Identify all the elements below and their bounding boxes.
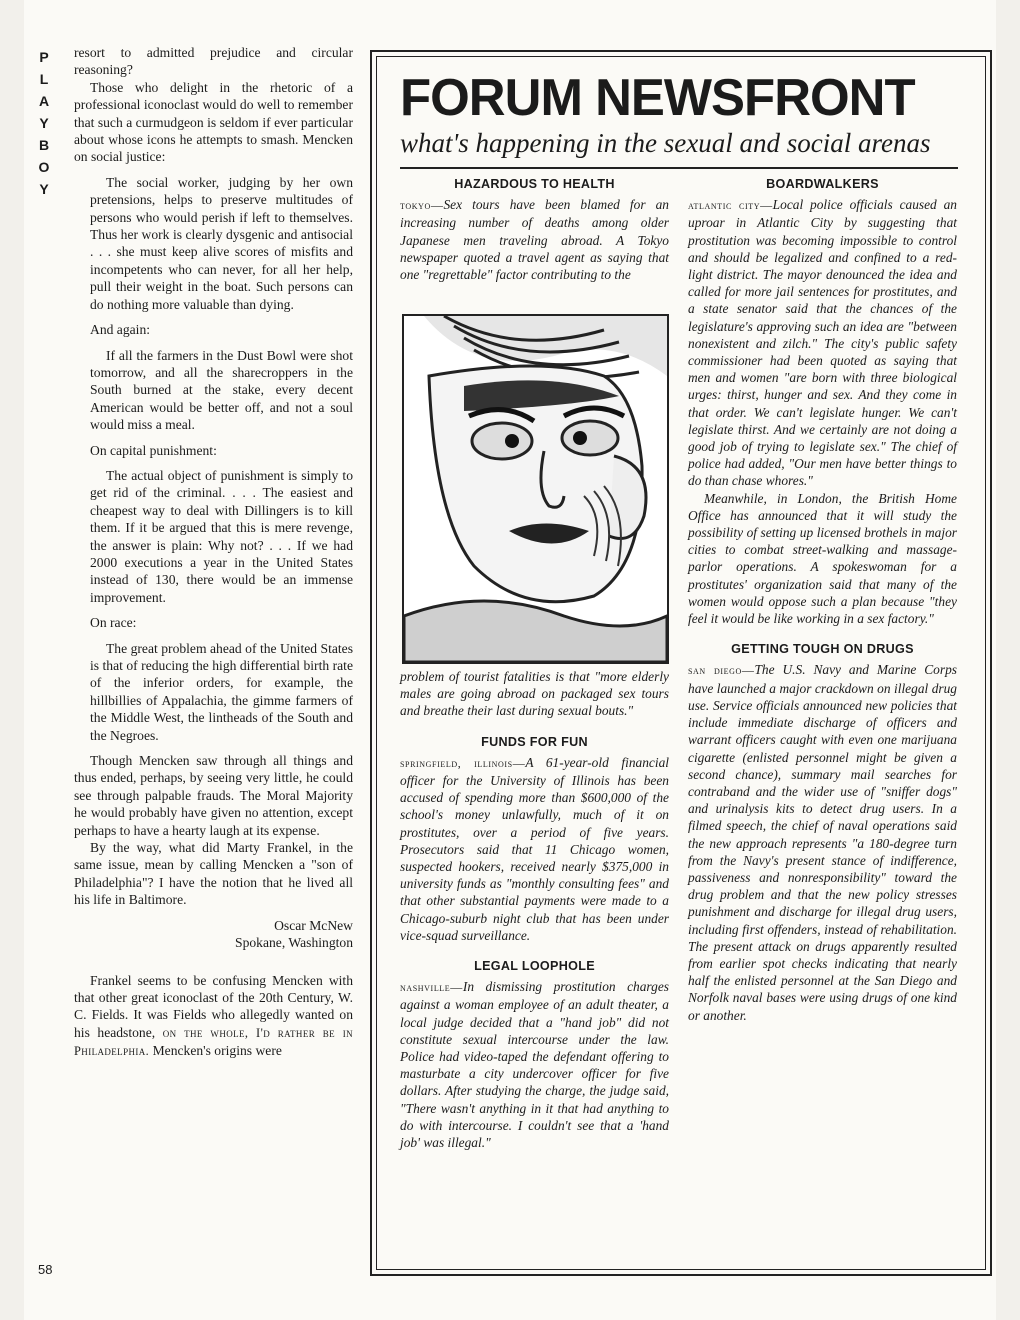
forum-subtitle: what's happening in the sexual and social arenas <box>400 128 931 158</box>
letter-paragraph: On race: <box>90 615 137 631</box>
letter-paragraph: Though Mencken saw through all things and thus ended, perhaps, by seeing very little, he could see through palpable frauds. The Moral Majority he would probably have given no attention, except perhaps to have a hearty laugh at its expense. <box>74 753 353 838</box>
headline: BOARDWALKERS <box>766 177 879 191</box>
letter-column <box>74 44 353 1061</box>
kabuki-face-illustration <box>402 314 669 664</box>
letter: L <box>39 71 49 87</box>
quote-text: The great problem ahead of the United States is that of reducing the high differential birth rate of the inferior orders, for example, the hillbillies of Appalachia, the gimme farmers of the Middle West, the lintheads of the South and the Negroes. <box>90 640 353 743</box>
letter-paragraph: By the way, what did Marty Frankel, in the same issue, mean by calling Mencken a "son of Philadelphia"? I have the notion that he lived all his life in Baltimore. <box>74 840 353 908</box>
letter: Y <box>39 115 49 131</box>
dateline: san diego— <box>688 663 755 678</box>
quote-block <box>74 640 353 744</box>
article-body: In dismissing prostitution charges against a woman employee of an adult theater, a local judge decided that a "hand job" did not constitute sexual intercourse under the law. Police had video-taped the defendant offering to masturbate a city undercover officer for five dollars. After studying the charge, the judge said, "There wasn't anything in it that had anything to do with intercourse. I couldn't see that a 'hand job' was illegal." <box>400 979 669 1151</box>
letter-paragraph <box>74 972 353 1061</box>
news-column-left <box>400 176 669 283</box>
article-text <box>688 661 957 1023</box>
headline: FUNDS FOR FUN <box>481 734 588 749</box>
signature <box>74 917 353 952</box>
letter: Y <box>39 181 49 197</box>
article-text <box>688 196 957 489</box>
news-column-right <box>688 176 957 1024</box>
headline: HAZARDOUS TO HEALTH <box>454 177 615 191</box>
magazine-name-vertical <box>36 46 52 200</box>
dateline: nashville— <box>400 980 463 995</box>
quote-text: If all the farmers in the Dust Bowl were shot tomorrow, and all the sharecroppers in the South burned at the stake, every decent American would be better off, and not a soul would miss a meal. <box>90 347 353 433</box>
letter-paragraph: resort to admitted prejudice and circular reasoning? <box>74 45 353 78</box>
dateline: atlantic city— <box>688 198 773 213</box>
letter: B <box>38 137 50 153</box>
forum-title: FORUM NEWSFRONT <box>400 69 915 127</box>
article-body: A 61-year-old financial officer for the University of Illinois has been accused of spending more than $600,000 of the school's money unlawfully, much of it on prostitutes, over a period of five years. Prosecutors said that 11 Chicago women, suspected hookers, received nearly $375,000 in university funds as "monthly consulting fees" and that other substantial payments were made to a Chicago-suburb night club that has been under vice-squad surveillance. <box>400 754 669 943</box>
article-text <box>400 196 669 283</box>
quote-block <box>74 347 353 434</box>
article-text <box>400 754 669 944</box>
news-column-left-continued <box>400 668 669 1151</box>
article-text: Meanwhile, in London, the British Home Office has announced that it will study the possibility of setting up licensed brothels in major cities to combat street-walking and massage-parlor operations. A spokeswoman for a prostitutes' organization said that many of the women would oppose such a plan because "they feel it would be like working in a sex factory." <box>688 490 957 627</box>
headline: GETTING TOUGH ON DRUGS <box>731 642 914 657</box>
letter-paragraph: On capital punishment: <box>90 442 217 458</box>
article-body: The U.S. Navy and Marine Corps have launched a major crackdown on illegal drug use. Service officials announced new policies that include immediate discharge of officers and warrant officers caught with even one marijuana cigarette (enlisted personnel might be given a second chance), summary mail searches for contraband and the wider use of "sniffer dogs" and urinalysis kits to detect drug users. In a filmed speech, the chief of naval operations said the new approach represents "a 180-degree turn from the Navy's present stance of indifference, passiveness and nonresponsibility" toward the drug problem and that the new policy stresses punishment and discharge for illegal drug users, including first offenders, instead of rehabilitation. The present attack on drugs apparently resulted from earlier spot checks indicating that nearly half the enlisted personnel at the San Diego and Norfolk naval bases were using drugs of one kind or another. <box>688 662 957 1023</box>
page-number: 58 <box>38 1262 53 1277</box>
article-body: Local police officials caused an uproar in Atlantic City by suggesting that prostitution was becoming impossible to control and should be legalized and confined to a red-light district. The mayor denounced the idea and called for more jail sentences for prostitutes, and a state senator said that the chances of the legislature's approving such an idea are "between nonexistent and zilch." The city's public safety commissioner had been quoted as saying that men and women "are born with three biological urges: thirst, hunger and sex. And they come in that order. We can't legislate hunger. We can't legislate thirst. And we certainly are not doing a good job of trying to legislate sex." The chief of police had added, "Our men have better things to do than chase whores." <box>688 197 957 489</box>
signature-name: Oscar McNew <box>274 917 353 933</box>
dateline: tokyo— <box>400 198 444 213</box>
dateline: springfield, illinois— <box>400 755 526 770</box>
article-text: problem of tourist fatalities is that "more elderly males are going abroad on packaged sex tours and breathe their last during sexual bouts." <box>400 669 669 719</box>
masthead-rule <box>400 167 958 169</box>
illustration-svg <box>404 316 667 662</box>
article-body: Sex tours have been blamed for an increasing number of deaths among older Japanese men traveling abroad. A Tokyo newspaper quoted a travel agent as saying that one "regrettable" factor contributing to the <box>400 197 669 283</box>
quote-block <box>74 467 353 606</box>
paragraph-text: Frankel seems to be confusing Mencken with that other great iconoclast of the 20th Century, W. C. Fields. It was Fields who allegedly wanted on his headstone, <box>74 972 353 1040</box>
letter: P <box>39 49 49 65</box>
letter: A <box>38 93 50 109</box>
paragraph-text: Mencken's origins were <box>152 1043 282 1059</box>
signature-place: Spokane, Washington <box>235 935 353 951</box>
forum-masthead <box>400 69 960 169</box>
quote-text: The social worker, judging by her own pretensions, helps to preserve multitudes of persons who would perish if left to themselves. Thus her work is clearly dysgenic and antisocial . . . she must keep alive scores of misfits and incompetents who can never, for all her help, pull their weight in the boat. Such persons can do nothing more valuable than dying. <box>90 174 353 312</box>
headline: LEGAL LOOPHOLE <box>474 959 595 974</box>
small-caps-quote: on the whole, I'd rather be in Philadelphia. <box>74 1025 353 1059</box>
letter-paragraph: And again: <box>90 322 151 338</box>
quote-block <box>74 174 353 313</box>
letter-paragraph: Those who delight in the rhetoric of a professional iconoclast would do well to remember that such a curmudgeon is seldom if ever particular about whose icons he attempts to smash. Mencken on social justice: <box>74 79 353 165</box>
quote-text: The actual object of punishment is simply to get rid of the criminal. . . . The easiest and cheapest way to deal with Dillingers is to kill them. If it be argued that this is mere revenge, the answer is plain: Why not? . . . If we had 2000 executions a year in the United States instead of 130, there would be an immense improvement. <box>90 467 353 605</box>
letter: O <box>38 159 50 175</box>
article-text <box>400 978 669 1151</box>
